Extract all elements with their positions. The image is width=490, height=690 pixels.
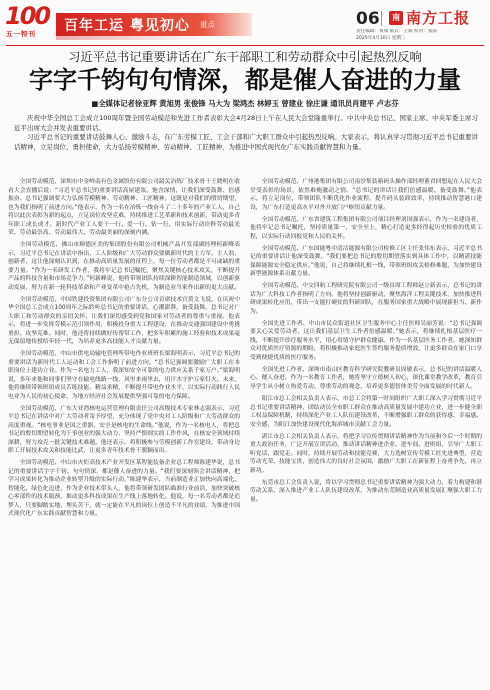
editor-credits: 责任编辑：黄康 版式：王斌 校对：张雨	[356, 29, 438, 34]
body-paragraph: 全国劳动模范、广东省建筑工程集团有限公司项目经理刘国强表示，作为一名建设者，他将牢记总书记嘱托，坚持质量第一、安全至上，精心打造更多经得起历史检验的优质工程，以实际行动回报党和人民的关怀。	[250, 216, 482, 240]
paper-logo	[389, 9, 470, 27]
body-paragraph: 阳江市总工会相关负责人表示，市总工会将第一时间组织广大职工深入学习贯彻习近平总书记重要讲话精神，团结动员全市职工群众在推动高质量发展中建功立业，进一步健全职工权益保障机制，持续深化产业工人队伍建设改革，不断增强职工群众的获得感、幸福感、安全感，为阳江加快建设现代化海滨城市贡献工会力量。	[250, 396, 482, 428]
article-byline: ■全媒体记者徐亚辉 黄旭男 张俊锋 马大为 梁鸿杰 林婷玉 曾建业 徐庄谦 通讯员肖建平 卢志芬	[91, 99, 399, 108]
body-paragraph: 全国劳动模范、中交四航工程研究院有限公司一级首席工程师赵立新表示，总书记的讲话为广大科技工作者指明了方向。他将坚持创新驱动，聚焦海洋工程关键技术，加快推进科研成果转化应用，带出一支能打硬仗的科研团队，在服务国家重大战略中展现新担当、新作为。	[250, 283, 482, 315]
body-paragraph: 全国劳动模范、广州港集团有限公司南沙集装箱码头操作部经理董君回想起在人民大会堂受表彰的场景，依然难掩激动之情。“总书记的讲话让我们倍感温暖、备受鼓舞。”他表示，将立足岗位，带领团队不断优化作业流程，提升码头装卸效率，持续推动智慧港口建设，为广东打造更高水平对外开放门户枢纽贡献力量。	[250, 179, 482, 211]
section-label: 重点	[199, 20, 215, 29]
page-number: 06	[356, 9, 380, 29]
intro-paragraph: 习近平总书记的重要讲话鼓舞人心、激励斗志，在广东劳模工匠、工会干部和广大职工群众中引起热烈反响。大家表示，将认真学习贯彻习近平总书记重要讲话精神，立足岗位、勇担使命，大力弘扬劳模精神、劳动精神、工匠精神，为推进中国式现代化广东实践贡献智慧和力量。	[14, 133, 478, 151]
section-banner	[56, 13, 252, 36]
body-paragraph: 全国劳动模范、广东国能粤中清洁能源有限公司检修工区主任张伟东表示，习近平总书记的重要讲话让他深受鼓舞。“我们要把总书记的殷切期望落实到具体工作中，以精湛技能保障能源安全稳定供应。”他说，自己将继续扎根一线，带领班组攻关检修难题，为加快建设新型能源体系贡献力量。	[250, 245, 482, 278]
banner-decoration	[56, 36, 206, 40]
masthead-rule	[6, 45, 484, 46]
article-intro	[14, 114, 478, 152]
issue-date: 2025年4月30日 星期三	[356, 36, 406, 41]
body-paragraph: 全国劳动模范、中山市火炬高技术产业开发区某智能装备企业总工程师陈建华说，总书记的重要讲话字字千钧、句句情深，都是催人奋进的力量。“我们要深刻领会讲话精神，把学习成果转化为推动企业转型升级的实际行动。”陈建华表示，当前制造业正加快向高端化、智能化、绿色化迈进，作为企业技术带头人，他将带领研发团队瞄准行业前沿，加快突破核心零部件的技术瓶颈，推动更多科技成果在生产线上落地转化。他说，每一名劳动者都是追梦人，只要脚踏实地、埋头苦干，就一定能在平凡的岗位上创造不平凡的业绩，为推进中国式现代化广东实践贡献智慧和力量。	[8, 460, 240, 518]
body-paragraph: 全国先进工作者、深圳市南山区教育科学研究院教研员周敏表示，总书记的讲话温暖人心、催人奋进。作为一名教育工作者，她将坚守立德树人初心，深化课堂教学改革，教育引导学生从小树立热爱劳动、尊重劳动的观念，培养更多德智体美劳全面发展的时代新人。	[250, 366, 482, 390]
body-column-right	[250, 178, 482, 684]
body-paragraph: 湛江市总工会相关负责人表示，将把学习宣传贯彻讲话精神作为当前和今后一个时期的重大政治任务，广泛开展宣讲活动，推动讲话精神进企业、进车间、进班组，引导广大职工听党话、跟党走。同时，持续开展劳动和技能竞赛，大力选树宣传劳模工匠先进典型，营造劳动光荣、技能宝贵、创造伟大的良好社会氛围，激励广大职工在新征程上奋勇争先、再立新功。	[250, 433, 482, 474]
body-paragraph: 全国劳动模范、佛山市顺德区美的集团股份有限公司机械产品开发部副经理何新峰表示，习近平总书记在讲话中指出，工人阶级和广大劳动群众要做新时代的主力军、主人翁、创新者，这让他深刻认识到，在推动高质量发展的征程上，每一位劳动者都是不可或缺的重要力量。“作为一名研发工作者，我将牢记总书记嘱托，聚焦关键核心技术攻关，不断提升产品的科技含量和市场竞争力。”何新峰说，他将带领团队持续深耕智能制造领域，以创新驱动发展，努力在新一轮科技革命和产业变革中抢占先机，为制造业当家作出新的更大贡献。	[8, 242, 240, 291]
body-paragraph: 全国劳动模范、中山市供电局输电管理所带电作业班班长梁海明表示，习近平总书记的重要讲话为新时代工人运动和工会工作指明了前进方向。“总书记强调要激励广大职工在本职岗位上建功立业。作为一名电力工人，我深知安全可靠的电力供应关系千家万户。”梁海明说，多年来他和同事们坚守在输电线路一线，风里来雨里去，用汗水守护万家灯火。未来，他将继续带领班组成员苦练技能、精益求精，不断提升带电作业水平，以实际行动践行人民电业为人民的初心使命，为地方经济社会发展提供坚强可靠的电力保障。	[8, 351, 240, 400]
anniversary-badge: 100	[5, 2, 50, 30]
body-paragraph: 东莞市总工会负责人说，将以学习贯彻总书记重要讲话精神为强大动力，着力构建和谐劳动关系，深入推进产业工人队伍建设改革，为推动东莞制造业高质量发展汇聚强大职工力量。	[250, 479, 482, 503]
intro-paragraph: 庆祝中华全国总工会成立100周年暨全国劳动模范和先进工作者表彰大会4月28日上午在人民大会堂隆重举行。中共中央总书记、国家主席、中央军委主席习近平出席大会并发表重要讲话。	[14, 114, 478, 132]
special-issue-label: 五一特刊	[6, 30, 36, 38]
body-column-left	[8, 178, 240, 684]
banner-title: 百年工运 粤见初心	[64, 17, 190, 34]
masthead-divider	[381, 11, 382, 26]
article-headline: 字字千钧句句情深，都是催人奋进的力量	[29, 66, 461, 94]
body-paragraph: 全国劳动模范、广东大亚湾核电运营管理有限责任公司高级技术专家林志强表示，习近平总书记在讲话中对广大劳动者寄予厚望，充分体现了党中央对工人阶级和广大劳动群众的高度重视。“核电事业是国之重器，安全是核电的生命线。”他说，作为一名核电人，将把总书记的殷切期望转化为干事创业的强大动力，坚持严慎细实的工作作风，在核安全领域持续深耕，努力攻克一批关键技术难题。他还表示，将积极参与劳模创新工作室建设，带动身边职工开展技术攻关和技能比武，让更多青年技术骨干脱颖而出。	[8, 405, 240, 455]
article-kicker: 习近平总书记重要讲话在广东干部职工和劳动群众中引起热烈反响	[68, 50, 422, 64]
paper-logo-icon: 南	[389, 11, 403, 25]
body-paragraph: 全国劳动模范、中国铁建投资集团有限公司广东分公司首席技术官黄文飞说，在庆祝中华全国总工会成立100周年之际聆听总书记的重要讲话，心潮澎湃、备受鼓舞。总书记对广大职工和劳动群众的亲切关怀，让我们深切感受到党和国家对劳动者的尊重与重视。他表示，将进一步发挥劳模示范引领作用，积极投身重大工程建设，在推动交通强国建设中勇挑重担、攻坚克难。同时，他还将持续做好传帮带工作，把多年积累的施工经验和技术成果毫无保留地传授给年轻一代，为培养更多高技能人才贡献力量。	[8, 296, 240, 346]
body-paragraph: 全国先进工作者、中山市民众街道社区卫生服务中心主任医师吴丽芳说：“总书记强调要关心关爱劳动者，这让我们基层卫生工作者倍感温暖。”她表示，将继续扎根基层医疗一线，不断提升诊疗服务水平，用心用情守护群众健康。作为一名基层医务工作者，她深知群众对优质医疗资源的期盼，将积极推动家庭医生签约服务提质增效，让更多群众在家门口享受到便捷优质的医疗服务。	[250, 320, 482, 361]
paper-name: 南方工报	[406, 9, 471, 27]
body-paragraph: 全国劳动模范、深圳市中金岭南有色金属股份有限公司韶关冶炼厂技术骨干王晓明在收看大会直播后说：“习近平总书记的重要讲话高屋建瓴、饱含深情，让我们深受鼓舞、倍感振奋。总书记强调要大力弘扬劳模精神、劳动精神、工匠精神，这既是对我们的殷切期望，也为我们指明了前进方向。”他表示，作为一名在冶炼一线奋斗了二十多年的产业工人，自己将以此次表彰为新的起点，立足岗位攻坚克难，持续推进工艺革新和技术创新，带动更多青年职工成长成才。新时代产业工人要干一行、爱一行、钻一行，用实际行动诠释劳动最光荣、劳动最崇高、劳动最伟大、劳动最美丽的深刻内涵。	[8, 179, 240, 236]
